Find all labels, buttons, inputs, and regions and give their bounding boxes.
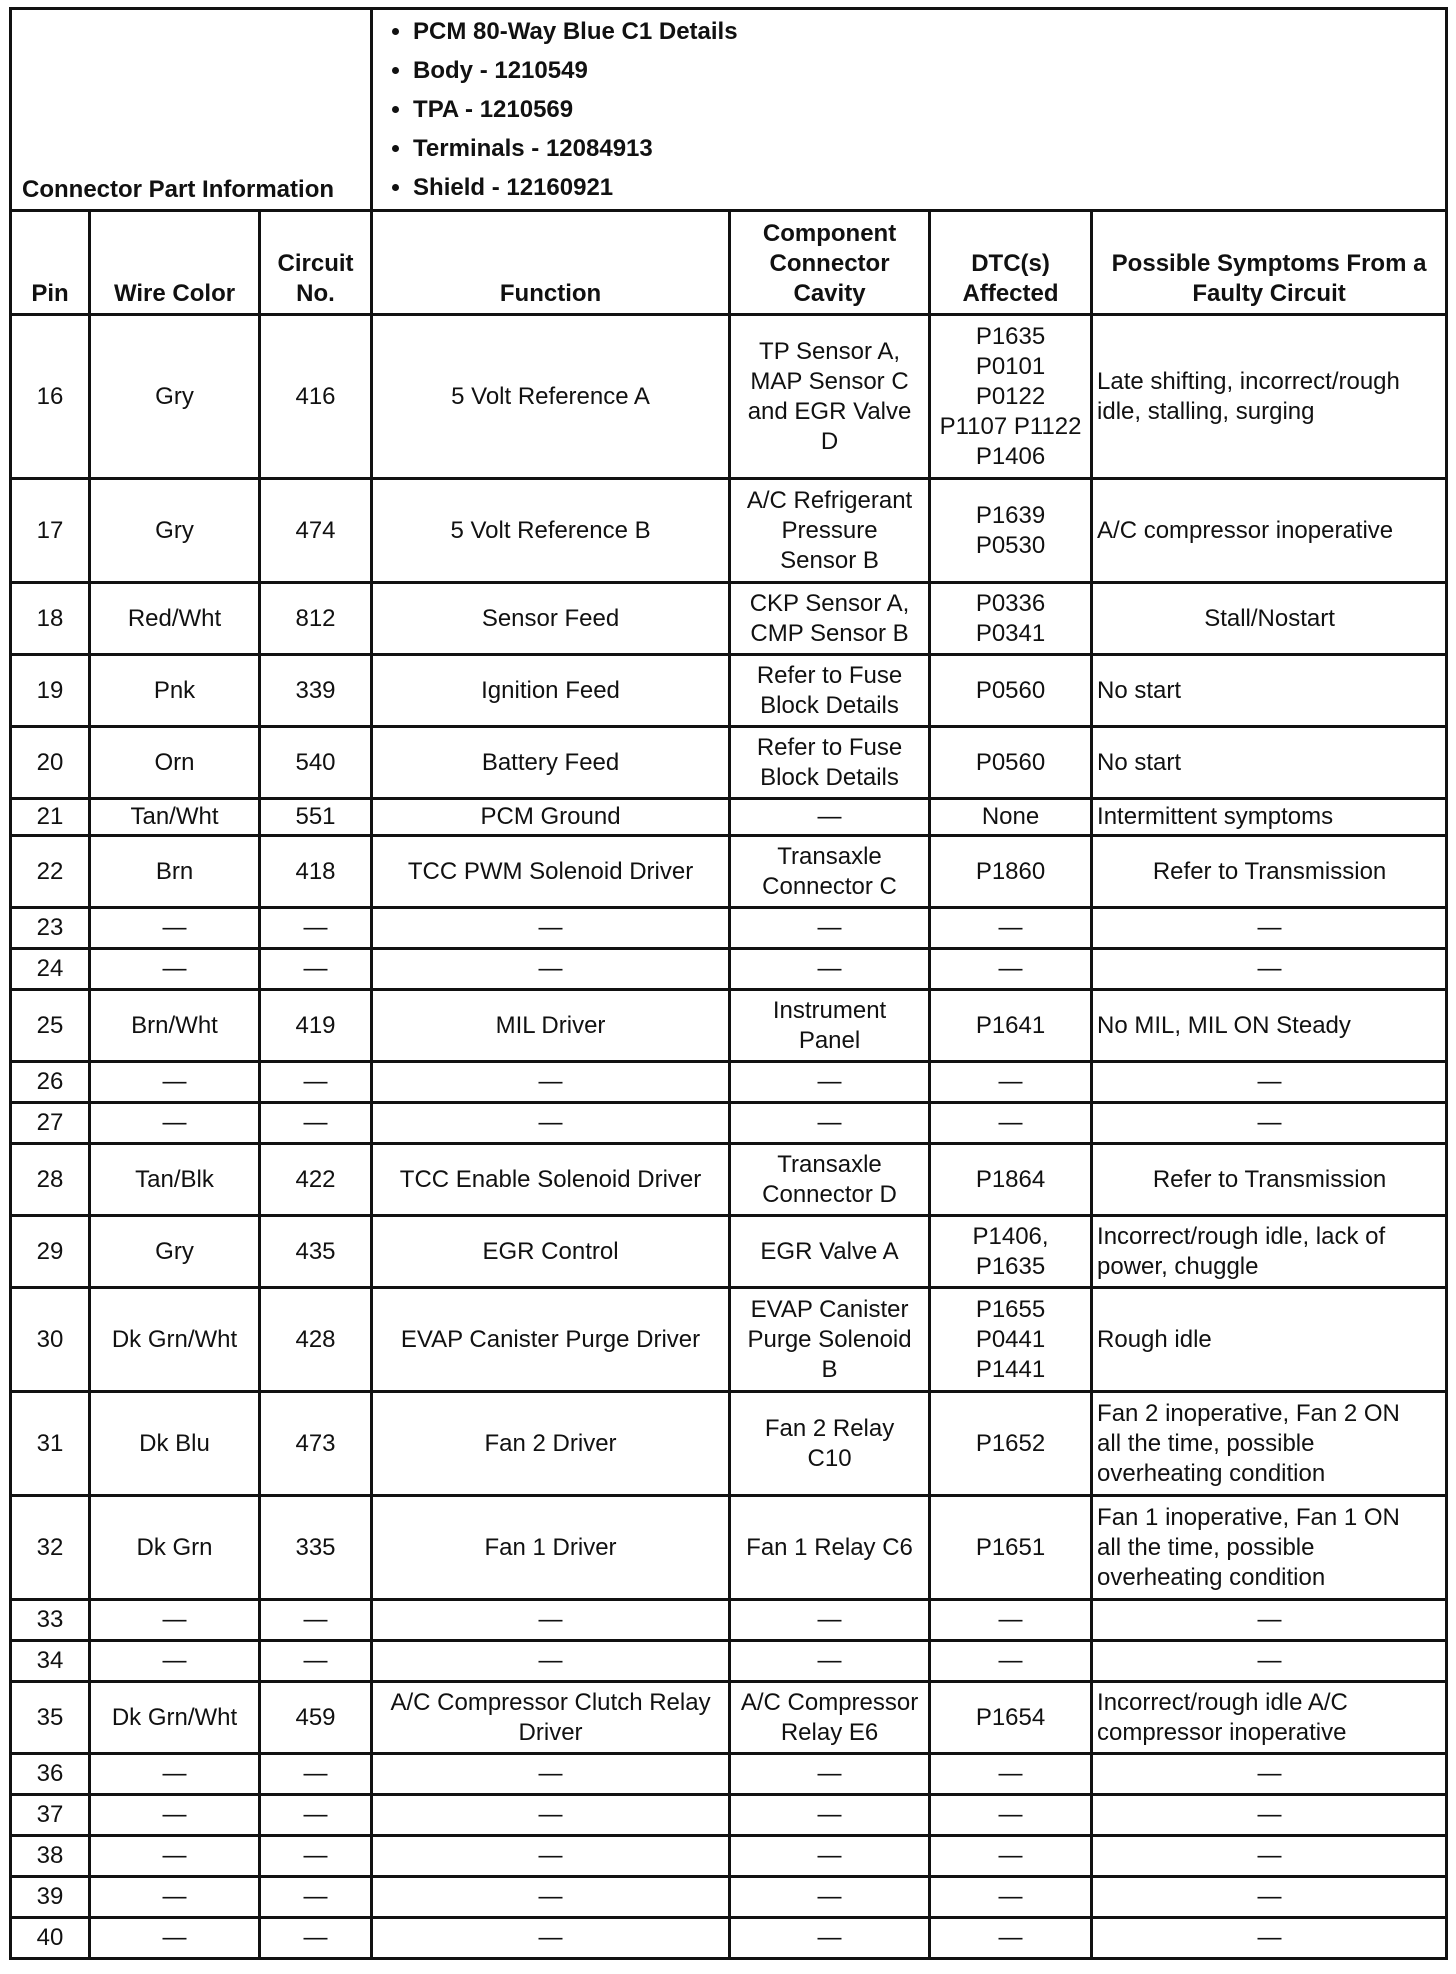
function-cell: Battery Feed — [372, 727, 730, 799]
function-cell: 5 Volt Reference B — [372, 479, 730, 583]
dtc-cell: — — [930, 949, 1092, 990]
pin-cell: 23 — [11, 908, 90, 949]
wire-color-cell: Brn — [90, 836, 260, 908]
pin-cell: 31 — [11, 1392, 90, 1496]
dtc-cell: P1651 — [930, 1496, 1092, 1600]
column-header-row — [11, 211, 1447, 315]
pin-cell: 29 — [11, 1216, 90, 1288]
pin-cell: 40 — [11, 1918, 90, 1959]
symptoms-cell: Rough idle — [1092, 1288, 1447, 1392]
cavity-cell: — — [730, 1836, 930, 1877]
wire-color-cell: Gry — [90, 1216, 260, 1288]
symptoms-cell: — — [1092, 1062, 1447, 1103]
table-row — [11, 1392, 1447, 1496]
table-row — [11, 1795, 1447, 1836]
cavity-cell: Fan 2 Relay C10 — [730, 1392, 930, 1496]
circuit-cell: 416 — [260, 315, 372, 479]
table-row — [11, 1103, 1447, 1144]
symptoms-cell: Refer to Transmission — [1092, 836, 1447, 908]
cavity-cell: Transaxle Connector D — [730, 1144, 930, 1216]
dtc-cell: P1860 — [930, 836, 1092, 908]
cavity-cell: — — [730, 1103, 930, 1144]
table-row — [11, 1216, 1447, 1288]
table-row — [11, 727, 1447, 799]
table-row — [11, 1682, 1447, 1754]
dtc-cell: — — [930, 1600, 1092, 1641]
table-row — [11, 1836, 1447, 1877]
table-row — [11, 1918, 1447, 1959]
function-cell: EGR Control — [372, 1216, 730, 1288]
symptoms-cell: — — [1092, 1877, 1447, 1918]
function-cell: — — [372, 1918, 730, 1959]
cavity-cell: — — [730, 1062, 930, 1103]
circuit-cell: 339 — [260, 655, 372, 727]
dtc-cell: P1635 P0101 P0122 P1107 P1122 P1406 — [930, 315, 1092, 479]
symptoms-cell: — — [1092, 1836, 1447, 1877]
table-row — [11, 1641, 1447, 1682]
pin-cell: 34 — [11, 1641, 90, 1682]
pin-cell: 27 — [11, 1103, 90, 1144]
cavity-cell: — — [730, 1641, 930, 1682]
pin-cell: 37 — [11, 1795, 90, 1836]
table-row — [11, 1144, 1447, 1216]
function-cell: — — [372, 1836, 730, 1877]
dtc-cell: P0560 — [930, 727, 1092, 799]
dtc-cell: P1655 P0441 P1441 — [930, 1288, 1092, 1392]
header-dtc: DTC(s) Affected — [930, 211, 1092, 315]
wire-color-cell: Dk Grn/Wht — [90, 1682, 260, 1754]
function-cell: — — [372, 1795, 730, 1836]
cavity-cell: EGR Valve A — [730, 1216, 930, 1288]
function-cell: — — [372, 1062, 730, 1103]
symptoms-cell: — — [1092, 1103, 1447, 1144]
wire-color-cell: — — [90, 1641, 260, 1682]
symptoms-cell: — — [1092, 1600, 1447, 1641]
wire-color-cell: — — [90, 908, 260, 949]
cavity-cell: TP Sensor A, MAP Sensor C and EGR Valve D — [730, 315, 930, 479]
circuit-cell: 335 — [260, 1496, 372, 1600]
pin-cell: 35 — [11, 1682, 90, 1754]
function-cell: — — [372, 1600, 730, 1641]
function-cell: TCC PWM Solenoid Driver — [372, 836, 730, 908]
detail-item: • Terminals - 12084913 — [413, 129, 1445, 168]
wire-color-cell: Gry — [90, 479, 260, 583]
cavity-cell: Transaxle Connector C — [730, 836, 930, 908]
circuit-cell: — — [260, 1641, 372, 1682]
dtc-cell: P0336 P0341 — [930, 583, 1092, 655]
pin-cell: 26 — [11, 1062, 90, 1103]
table-row — [11, 908, 1447, 949]
symptoms-cell: No MIL, MIL ON Steady — [1092, 990, 1447, 1062]
symptoms-cell: — — [1092, 1641, 1447, 1682]
pin-cell: 18 — [11, 583, 90, 655]
connector-info-row — [11, 9, 1447, 211]
table-row — [11, 1754, 1447, 1795]
symptoms-cell: — — [1092, 1795, 1447, 1836]
table-row — [11, 1288, 1447, 1392]
pin-cell: 17 — [11, 479, 90, 583]
wire-color-cell: Dk Grn/Wht — [90, 1288, 260, 1392]
dtc-cell: P1654 — [930, 1682, 1092, 1754]
table-row — [11, 1600, 1447, 1641]
detail-item: • Shield - 12160921 — [413, 168, 1445, 207]
pin-cell: 33 — [11, 1600, 90, 1641]
function-cell: PCM Ground — [372, 799, 730, 836]
symptoms-cell: Late shifting, incorrect/rough idle, stalling, surging — [1092, 315, 1447, 479]
circuit-cell: 419 — [260, 990, 372, 1062]
wire-color-cell: Brn/Wht — [90, 990, 260, 1062]
cavity-cell: Instrument Panel — [730, 990, 930, 1062]
function-cell: — — [372, 1877, 730, 1918]
pin-cell: 24 — [11, 949, 90, 990]
pin-cell: 22 — [11, 836, 90, 908]
function-cell: Fan 1 Driver — [372, 1496, 730, 1600]
function-cell: A/C Compressor Clutch Relay Driver — [372, 1682, 730, 1754]
circuit-cell: — — [260, 1062, 372, 1103]
symptoms-cell: Stall/Nostart — [1092, 583, 1447, 655]
pin-cell: 19 — [11, 655, 90, 727]
cavity-cell: — — [730, 949, 930, 990]
table-row — [11, 1877, 1447, 1918]
table-row — [11, 1062, 1447, 1103]
function-cell: — — [372, 949, 730, 990]
symptoms-cell: No start — [1092, 727, 1447, 799]
function-cell: 5 Volt Reference A — [372, 315, 730, 479]
function-cell: — — [372, 1103, 730, 1144]
circuit-cell: 459 — [260, 1682, 372, 1754]
symptoms-cell: Fan 1 inoperative, Fan 1 ON all the time, possible overheating condition — [1092, 1496, 1447, 1600]
dtc-cell: P1406, P1635 — [930, 1216, 1092, 1288]
table-row — [11, 583, 1447, 655]
cavity-cell: Refer to Fuse Block Details — [730, 727, 930, 799]
circuit-cell: — — [260, 1795, 372, 1836]
detail-item: • TPA - 1210569 — [413, 90, 1445, 129]
wire-color-cell: — — [90, 1103, 260, 1144]
wire-color-cell: Tan/Wht — [90, 799, 260, 836]
circuit-cell: 474 — [260, 479, 372, 583]
function-cell: — — [372, 1641, 730, 1682]
circuit-cell: — — [260, 1918, 372, 1959]
function-cell: EVAP Canister Purge Driver — [372, 1288, 730, 1392]
symptoms-cell: Refer to Transmission — [1092, 1144, 1447, 1216]
header-symptoms: Possible Symptoms From a Faulty Circuit — [1092, 211, 1447, 315]
cavity-cell: — — [730, 1754, 930, 1795]
dtc-cell: — — [930, 1918, 1092, 1959]
circuit-cell: — — [260, 908, 372, 949]
cavity-cell: — — [730, 1918, 930, 1959]
header-circuit: Circuit No. — [260, 211, 372, 315]
circuit-cell: — — [260, 1600, 372, 1641]
symptoms-cell: No start — [1092, 655, 1447, 727]
function-cell: Fan 2 Driver — [372, 1392, 730, 1496]
circuit-cell: 473 — [260, 1392, 372, 1496]
wire-color-cell: — — [90, 1600, 260, 1641]
dtc-cell: P1864 — [930, 1144, 1092, 1216]
table-row — [11, 949, 1447, 990]
table-row — [11, 799, 1447, 836]
wire-color-cell: — — [90, 949, 260, 990]
wire-color-cell: Orn — [90, 727, 260, 799]
circuit-cell: — — [260, 1836, 372, 1877]
cavity-cell: Refer to Fuse Block Details — [730, 655, 930, 727]
wire-color-cell: — — [90, 1836, 260, 1877]
cavity-cell: Fan 1 Relay C6 — [730, 1496, 930, 1600]
dtc-cell: — — [930, 1062, 1092, 1103]
dtc-cell: P0560 — [930, 655, 1092, 727]
circuit-cell: — — [260, 1754, 372, 1795]
symptoms-cell: A/C compressor inoperative — [1092, 479, 1447, 583]
wire-color-cell: Pnk — [90, 655, 260, 727]
symptoms-cell: Incorrect/rough idle, lack of power, chuggle — [1092, 1216, 1447, 1288]
circuit-cell: 428 — [260, 1288, 372, 1392]
pin-cell: 16 — [11, 315, 90, 479]
wire-color-cell: — — [90, 1754, 260, 1795]
circuit-cell: 540 — [260, 727, 372, 799]
wire-color-cell: — — [90, 1877, 260, 1918]
circuit-cell: 551 — [260, 799, 372, 836]
pin-table-document — [9, 7, 1445, 1960]
detail-item: • PCM 80-Way Blue C1 Details — [413, 12, 1445, 51]
function-cell: MIL Driver — [372, 990, 730, 1062]
table-row — [11, 990, 1447, 1062]
function-cell: — — [372, 908, 730, 949]
dtc-cell: P1652 — [930, 1392, 1092, 1496]
header-pin: Pin — [11, 211, 90, 315]
cavity-cell: A/C Refrigerant Pressure Sensor B — [730, 479, 930, 583]
dtc-cell: — — [930, 1754, 1092, 1795]
circuit-cell: 812 — [260, 583, 372, 655]
dtc-cell: None — [930, 799, 1092, 836]
wire-color-cell: — — [90, 1918, 260, 1959]
pin-cell: 36 — [11, 1754, 90, 1795]
cavity-cell: EVAP Canister Purge Solenoid B — [730, 1288, 930, 1392]
circuit-cell: 418 — [260, 836, 372, 908]
table-row — [11, 836, 1447, 908]
connector-details — [372, 9, 1447, 211]
pin-cell: 30 — [11, 1288, 90, 1392]
cavity-cell: CKP Sensor A, CMP Sensor B — [730, 583, 930, 655]
symptoms-cell: — — [1092, 1754, 1447, 1795]
dtc-cell: — — [930, 1641, 1092, 1682]
header-wire-color: Wire Color — [90, 211, 260, 315]
cavity-cell: — — [730, 1795, 930, 1836]
pin-cell: 32 — [11, 1496, 90, 1600]
detail-item: • Body - 1210549 — [413, 51, 1445, 90]
dtc-cell: — — [930, 1795, 1092, 1836]
connector-part-info-label: Connector Part Information — [11, 9, 372, 211]
pin-cell: 38 — [11, 1836, 90, 1877]
pin-cell: 21 — [11, 799, 90, 836]
cavity-cell: — — [730, 908, 930, 949]
wire-color-cell: Tan/Blk — [90, 1144, 260, 1216]
header-function: Function — [372, 211, 730, 315]
circuit-cell: — — [260, 949, 372, 990]
wire-color-cell: Dk Grn — [90, 1496, 260, 1600]
function-cell: Ignition Feed — [372, 655, 730, 727]
cavity-cell: — — [730, 1600, 930, 1641]
table-row — [11, 315, 1447, 479]
dtc-cell: — — [930, 908, 1092, 949]
symptoms-cell: Fan 2 inoperative, Fan 2 ON all the time, possible overheating condition — [1092, 1392, 1447, 1496]
function-cell: — — [372, 1754, 730, 1795]
symptoms-cell: — — [1092, 908, 1447, 949]
table-row — [11, 655, 1447, 727]
cavity-cell: A/C Compressor Relay E6 — [730, 1682, 930, 1754]
pin-cell: 28 — [11, 1144, 90, 1216]
pin-cell: 39 — [11, 1877, 90, 1918]
table-row — [11, 1496, 1447, 1600]
circuit-cell: 422 — [260, 1144, 372, 1216]
wire-color-cell: Gry — [90, 315, 260, 479]
function-cell: Sensor Feed — [372, 583, 730, 655]
cavity-cell: — — [730, 799, 930, 836]
dtc-cell: P1641 — [930, 990, 1092, 1062]
symptoms-cell: — — [1092, 1918, 1447, 1959]
dtc-cell: — — [930, 1877, 1092, 1918]
wire-color-cell: Red/Wht — [90, 583, 260, 655]
header-cavity: Component Connector Cavity — [730, 211, 930, 315]
wire-color-cell: — — [90, 1062, 260, 1103]
pin-cell: 20 — [11, 727, 90, 799]
circuit-cell: 435 — [260, 1216, 372, 1288]
pin-cell: 25 — [11, 990, 90, 1062]
symptoms-cell: — — [1092, 949, 1447, 990]
wire-color-cell: Dk Blu — [90, 1392, 260, 1496]
cavity-cell: — — [730, 1877, 930, 1918]
dtc-cell: — — [930, 1836, 1092, 1877]
wire-color-cell: — — [90, 1795, 260, 1836]
circuit-cell: — — [260, 1103, 372, 1144]
dtc-cell: P1639 P0530 — [930, 479, 1092, 583]
circuit-cell: — — [260, 1877, 372, 1918]
dtc-cell: — — [930, 1103, 1092, 1144]
symptoms-cell: Intermittent symptoms — [1092, 799, 1447, 836]
connector-pin-table — [9, 7, 1448, 1960]
symptoms-cell: Incorrect/rough idle A/C compressor inoperative — [1092, 1682, 1447, 1754]
table-row — [11, 479, 1447, 583]
function-cell: TCC Enable Solenoid Driver — [372, 1144, 730, 1216]
